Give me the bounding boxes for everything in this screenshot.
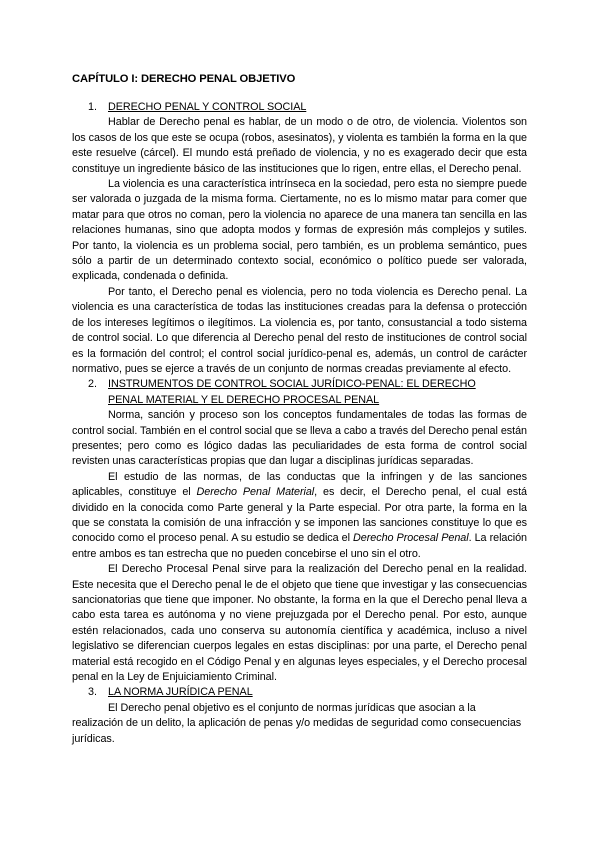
section-3-number: 3. <box>88 686 97 699</box>
section-2-paragraph-2-text-b: , es decir, el Derecho penal, el cual está dividido en la conocida como Parte general y la Parte especial. Por otra parte, la forma en la que se constata la comisión de una infracción y se imponen las sanciones constituye lo que es conocido como el proceso penal. A su estudio se dedica el <box>72 486 528 545</box>
document-body <box>72 100 527 747</box>
section-1-paragraph-3: Por tanto, el Derecho penal es violencia, pero no toda violencia es Derecho penal. La violencia es una característica de todas las instituciones creadas para la defensa o protección de los intereses legítimos o ilegítimos. La violencia es, por tanto, consustancial a todo sistema de control social. Lo que diferencia al Derecho penal del resto de instituciones de control social es la formación del control; el control social jurídico-penal es, además, un control de carácter normativo, pues se ejerce a través de un conjunto de normas creadas previamente al efecto. <box>72 285 527 375</box>
section-2-heading <box>72 377 527 408</box>
section-2-paragraph-2-text-a: El estudio de las normas, de las conductas que la infringen y de las sanciones aplicables, constituye el <box>72 470 527 499</box>
section-1-heading <box>72 100 527 115</box>
section-3-paragraph-1: El Derecho penal objetivo es el conjunto de normas jurídicas que asocian a la realización de un delito, la aplicación de penas y/o medidas de seguridad como consecuencias jurídicas. <box>72 701 522 745</box>
derecho-procesal-penal-term: Derecho Procesal Penal <box>353 532 469 545</box>
section-1-number: 1. <box>88 101 97 113</box>
section-2-number: 2. <box>88 378 97 391</box>
section-2-title-line-2: PENAL MATERIAL Y EL DERECHO PROCESAL PENAL <box>108 393 380 406</box>
section-2-title-line-1: INSTRUMENTOS DE CONTROL SOCIAL JURÍDICO-PENAL: EL DERECHO <box>108 378 476 391</box>
section-3-heading <box>72 685 527 700</box>
section-2-paragraph-2 <box>72 470 527 562</box>
section-1-paragraph-1: Hablar de Derecho penal es hablar, de un modo o de otro, de violencia. Violentos son los casos de los que este se ocupa (robos, asesinatos), y violenta es también la forma en la que este resuelve (cárcel). El mundo está preñado de violencia, y no es exagerado decir que esta constituye un ingrediente básico de las instituciones que lo rigen, entre ellas, el Derecho penal. <box>72 116 527 175</box>
section-2-paragraph-2-text-c: . La relación entre ambos es tan estrecha que no pueden concebirse el uno sin el otro. <box>72 532 527 560</box>
section-2-paragraph-1: Norma, sanción y proceso son los conceptos fundamentales de todas las formas de control social. También en el control social que se lleva a cabo a través del Derecho penal están presentes; pero como es lógico dadas las peculiaridades de esta forma de control social revisten unas características propias que dan lugar a disciplinas jurídicas separadas. <box>72 409 527 468</box>
chapter-title: CAPÍTULO I: DERECHO PENAL OBJETIVO <box>72 73 296 85</box>
section-2-paragraph-3: El Derecho Procesal Penal sirve para la realización del Derecho penal en la realidad. Este necesita que el Derecho penal le de el objeto que tiene que investigar y las consecuencias sancionatorias que tiene que imponer. No obstante, la forma en la que el Derecho penal lleva a cabo esta tarea es autónoma y no viene prejuzgada por el Derecho penal. Por esto, aunque estén relacionados, cada uno conserva su autonomía científica y académica, incluso a nivel legislativo se diferencian cuerpos legales en estas disciplinas: por una parte, el Derecho penal material está recogido en el Código Penal y en algunas leyes especiales, y el Derecho procesal penal en la Ley de Enjuiciamiento Criminal. <box>72 563 527 684</box>
section-1-title: DERECHO PENAL Y CONTROL SOCIAL <box>108 101 307 113</box>
derecho-penal-material-term: Derecho Penal Material <box>196 486 315 499</box>
section-1-paragraph-2: La violencia es una característica intrínseca en la sociedad, pero esta no siempre puede ser valorada o juzgada de la misma forma. Ciertamente, no es lo mismo matar para comer que matar para que otros no coman, pero la violencia no aparece de una manera tan sencilla en las relaciones humanas, sino que adopta modos y formas de expresión más complejos y sutiles. Por tanto, la violencia es un problema social, pero también, es un problema semántico, pues sólo a partir de un determinado contexto social, económico o político puede ser valorada, explicada, condenada o definida. <box>72 178 527 283</box>
section-3-title: LA NORMA JURÍDICA PENAL <box>108 686 253 699</box>
